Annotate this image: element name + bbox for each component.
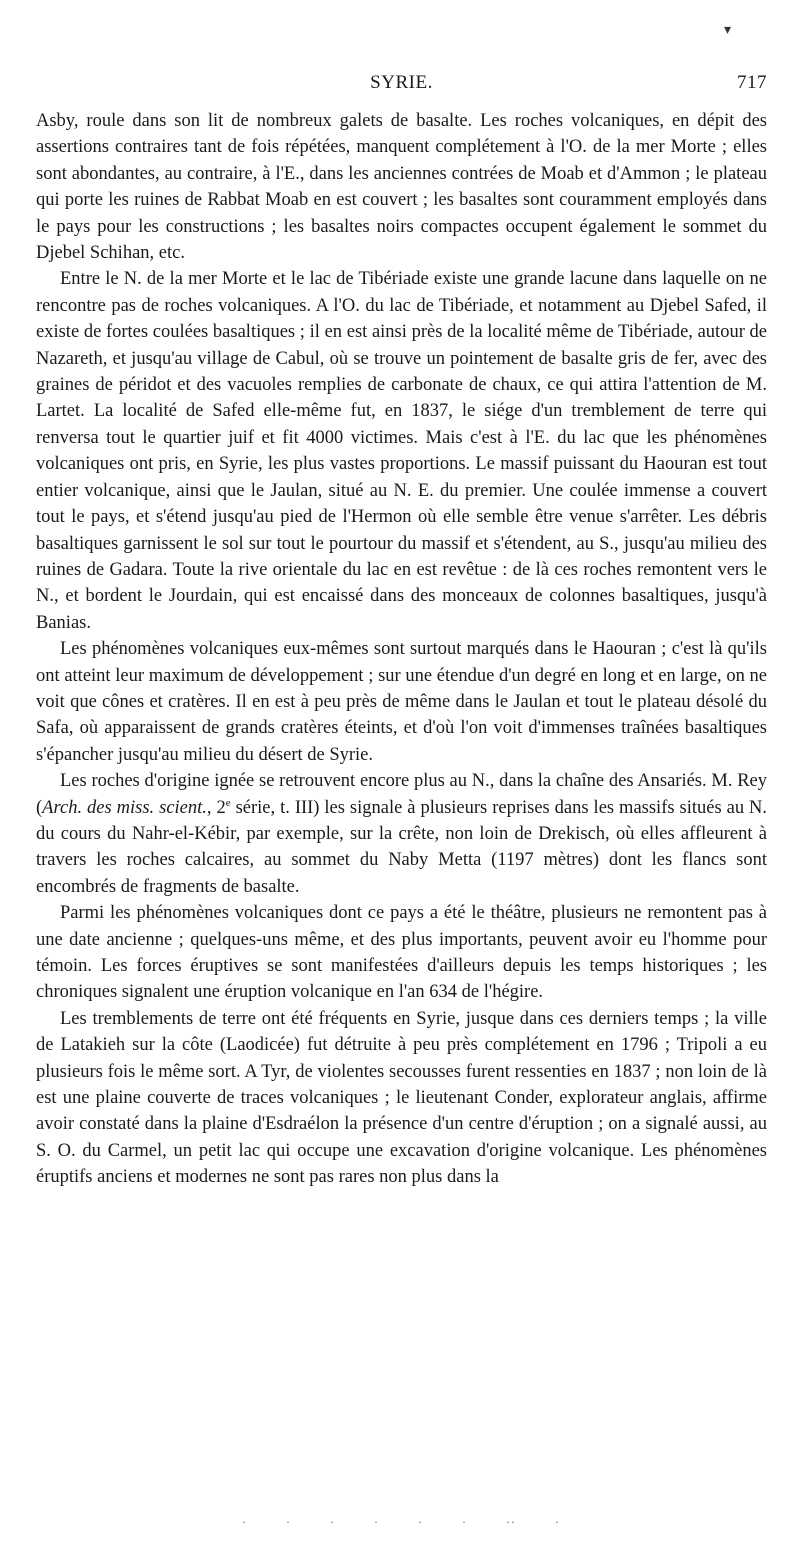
corner-mark: ▾ [723,23,731,38]
paragraph: Les phénomènes volcaniques eux-mêmes sont surtout marqués dans le Haouran ; c'est là qu'ils ont atteint leur maximum de développement ; sur une étendue d'un degré en long et en large, on ne voit que cônes et cratères. Il en est à peu près de même dans le Jaulan et tout le plateau désolé du Safa, où apparaissent de grands cratères éteints, et d'où l'on voit d'immenses traînées basaltiques s'épancher jusqu'au milieu du désert de Syrie. [36,639,767,765]
paragraph: Parmi les phénomènes volcaniques dont ce pays a été le théâtre, plusieurs ne remontent pas à une date ancienne ; quelques-uns même, et des plus importants, peuvent avoir eu l'homme pour témoin. Les forces éruptives se sont manifestées d'ailleurs depuis les temps historiques ; les chroniques signalent une éruption volcanique en l'an 634 de l'hégire. [36,903,767,1003]
body-text [36,108,767,1191]
paragraph: Les tremblements de terre ont été fréquents en Syrie, jusque dans ces derniers temps ; la ville de Latakieh sur la côte (Laodicée) fut détruite à peu près complétement en 1796 ; Tripoli a eu plusieurs fois le même sort. A Tyr, de violentes secousses furent ressenties en 1837 ; non loin de là est une plaine couverte de traces volcaniques ; le lieutenant Conder, explorateur anglais, affirme avoir constaté dans la plaine d'Esdraélon la présence d'un centre d'éruption ; on a signalé aussi, au S. O. du Carmel, un petit lac qui occupe une excavation d'origine volcanique. Les phénomènes éruptifs anciens et modernes ne sont pas rares non plus dans la [36,1008,767,1188]
paragraph: Entre le N. de la mer Morte et le lac de Tibériade existe une grande lacune dans laquelle on ne rencontre pas de roches volcaniques. A l'O. du lac de Tibériade, et notamment au Djebel Safed, il existe de fortes coulées basaltiques ; il en est ainsi près de la localité même de Tibériade, autour de Nazareth, et jusqu'au village de Cabul, où se trouve un pointement de basalte gris de fer, avec des graines de péridot et des vacuoles remplies de carbonate de chaux, ce qui attira l'attention de M. Lartet. La localité de Safed elle-même fut, en 1837, le siége d'un tremblement de terre qui renversa tout le quartier juif et fit 4000 victimes. Mais c'est à l'E. du lac que les phénomènes volcaniques ont pris, en Syrie, les plus vastes proportions. Le massif puissant du Haouran est tout entier volcanique, ainsi que le Jaulan, situé au N. E. du premier. Une coulée immense a couvert tout le pays, et s'étend jusqu'au pied de l'Hermon où elle semble être venue s'arrêter. Les débris basaltiques garnissent le sol sur tout le pourtour du massif et s'étendent, au S., jusqu'au milieu des ruines de Gadara. Toute la rive orientale du lac en est revêtue : de là ces roches remontent vers le N., et bordent le Jourdain, qui est encaissé dans des monceaux de colonnes basaltiques, jusqu'à Banias. [36,269,767,633]
paragraph-text: série, t. III) les signale à plusieurs reprises dans les massifs situés au N. du cours du Nahr-el-Kébir, par exemple, sur la crête, non loin de Drekisch, où elles affleurent à travers les roches calcaires, au sommet du Naby Metta (1197 mètres) dont les flancs sont encombrés de fragments de basalte. [36,797,768,897]
paragraph-text: Les roches d'origine ignée se retrouvent encore plus au N., dans la chaîne des Ansariés. M. Rey ( [36,771,767,818]
document-page [36,0,767,1560]
running-header [36,70,767,96]
paragraph-text: , 2 [206,797,226,818]
footer-marks: . . . . . . .. . [242,1512,561,1526]
running-title: SYRIE. [370,72,433,93]
superscript: e [225,796,231,809]
paragraph: Asby, roule dans son lit de nombreux galets de basalte. Les roches volcaniques, en dépit des assertions contraires tant de fois répétées, manquent complétement à l'O. de la mer Morte ; elles sont abondantes, au contraire, à l'E., dans les anciennes contrées de Moab et d'Ammon ; le plateau qui porte les ruines de Rabbat Moab en est couvert ; les basaltes sont couramment employés dans le pays pour les constructions ; les basaltes noirs compactes occupent également le sommet du Djebel Schihan, etc. [36,111,767,264]
page-number: 717 [737,72,767,93]
paragraph [36,768,767,900]
citation-title: Arch. des miss. scient. [42,797,207,818]
